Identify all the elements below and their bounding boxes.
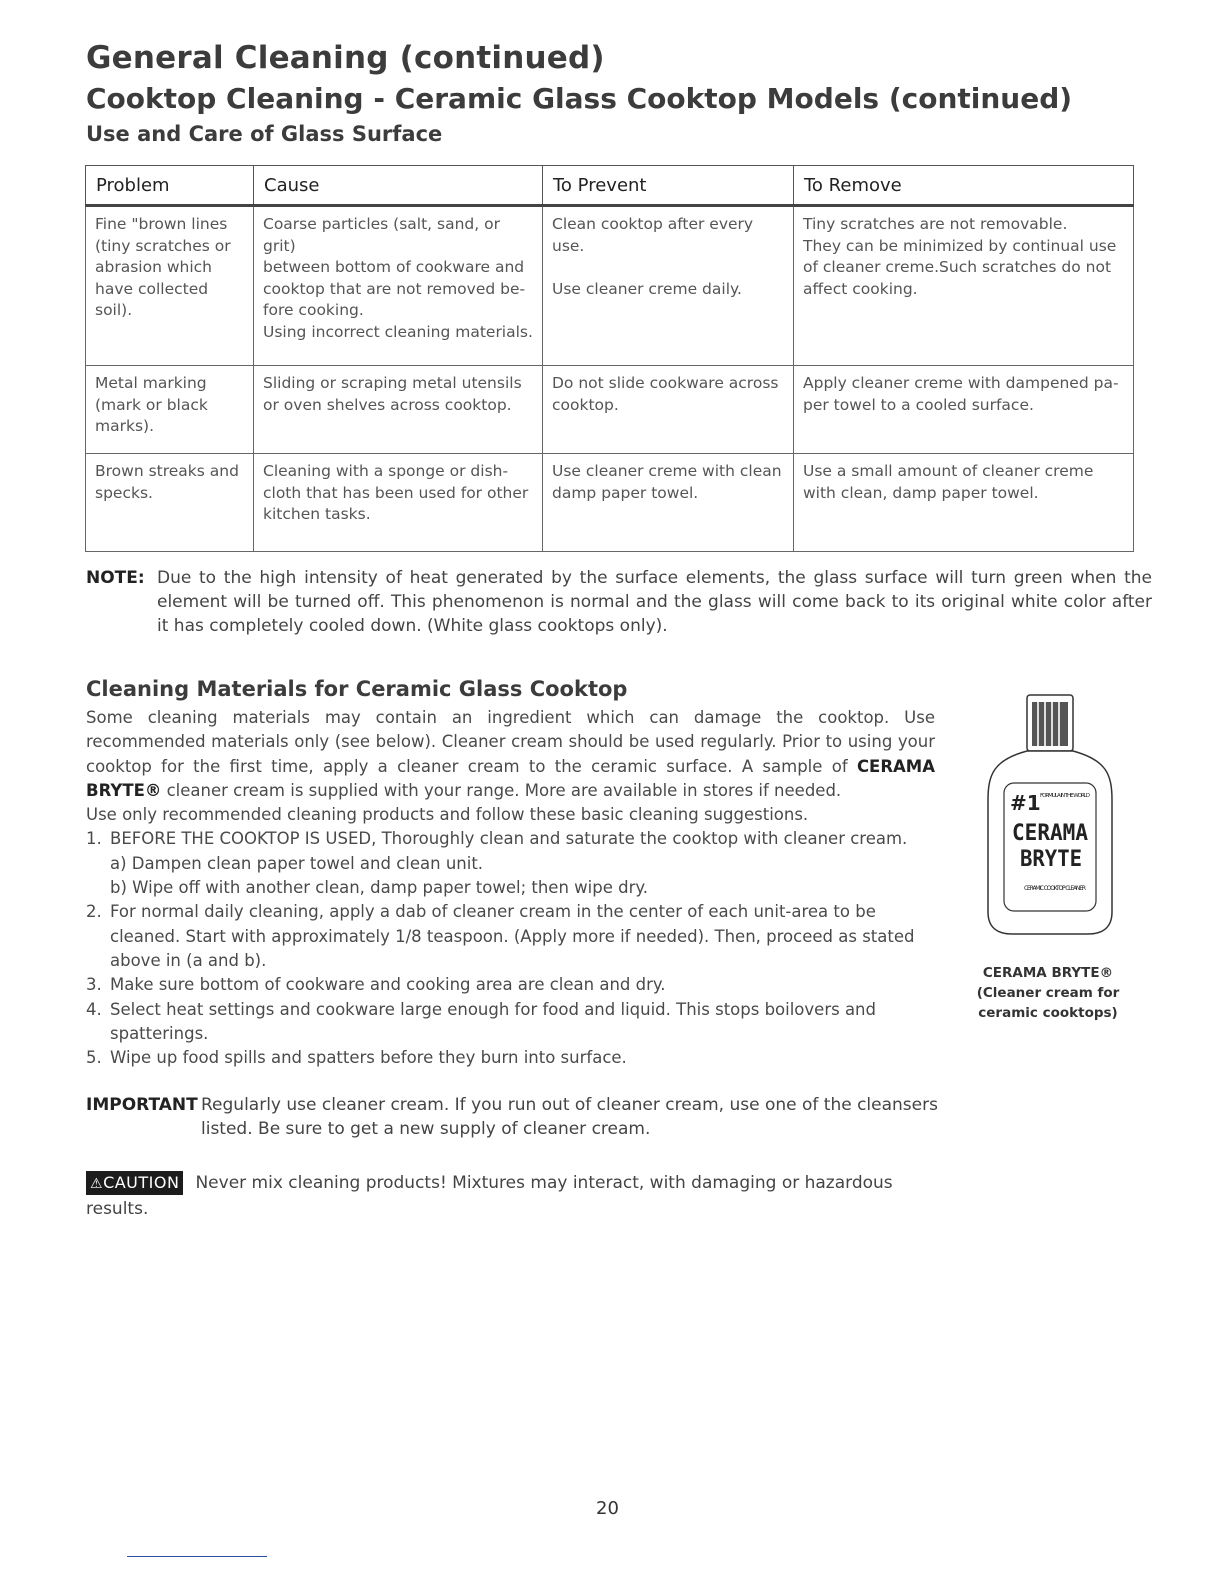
cell-prevent: Do not slide cookware across cooktop. — [543, 366, 794, 454]
label-sub: CERAMIC COOKTOP CLEANER — [1024, 885, 1086, 892]
step-number: 5. — [86, 1048, 102, 1068]
cell-remove: Apply cleaner creme with dampened pa- per towel to a cooled surface. — [794, 366, 1134, 454]
caution-badge — [86, 1171, 183, 1195]
caption-line-3: ceramic cooktops) — [978, 1005, 1118, 1021]
label-rank: #1 — [1010, 791, 1041, 815]
header-remove: To Remove — [794, 166, 1134, 206]
page-title: General Cleaning (continued) — [86, 40, 605, 76]
caution-text: Never mix cleaning products! Mixtures may interact, with damaging or hazardous results. — [86, 1173, 893, 1219]
table-row — [86, 366, 1134, 454]
intro-text-a: Some cleaning materials may contain an ingredient which can damage the cooktop. Use recommended materials only (see below). Cleaner cream should be used regularly. Prior to using your cooktop for the first time, apply a cleaner cream to the ceramic surface. A sample of — [86, 708, 935, 776]
step-text: Wipe up food spills and spatters before they burn into surface. — [110, 1048, 627, 1068]
cell-cause: Cleaning with a sponge or dish- cloth that has been used for other kitchen tasks. — [254, 454, 543, 552]
cell-problem: Brown streaks and specks. — [86, 454, 254, 552]
table-row — [86, 206, 1134, 366]
caption-line-2: (Cleaner cream for — [976, 985, 1120, 1001]
list-item — [86, 900, 935, 973]
cell-remove: Tiny scratches are not removable. They can be minimized by continual use of cleaner creme.Such scratches do not affect cooking. — [794, 206, 1134, 366]
page-number: 20 — [596, 1498, 619, 1519]
note-label: NOTE: — [86, 568, 145, 588]
intro-text-b: cleaner cream is supplied with your range. More are available in stores if needed. — [161, 780, 842, 800]
cell-problem: Fine "brown lines (tiny scratches or abrasion which have collected soil). — [86, 206, 254, 366]
materials-body — [86, 706, 935, 1070]
cell-remove: Use a small amount of cleaner creme with clean, damp paper towel. — [794, 454, 1134, 552]
product-caption — [968, 963, 1128, 1023]
list-subitem: b) Wipe off with another clean, damp paper towel; then wipe dry. — [110, 878, 649, 898]
step-number: 4. — [86, 999, 102, 1019]
caution-badge-label: CAUTION — [103, 1173, 180, 1192]
caution-block — [86, 1170, 946, 1222]
note-text: Due to the high intensity of heat generated by the surface elements, the glass surface will turn green when the element will be turned off. This phenomenon is normal and the glass will come back to its original white color after it has completely cooled down. (White glass cooktops only). — [157, 568, 1152, 636]
cell-prevent: Clean cooktop after every use. Use cleaner creme daily. — [543, 206, 794, 366]
table-row — [86, 454, 1134, 552]
important-label: IMPORTANT — [86, 1095, 198, 1115]
cell-prevent: Use cleaner creme with clean damp paper towel. — [543, 454, 794, 552]
header-problem: Problem — [86, 166, 254, 206]
step-text: BEFORE THE COOKTOP IS USED, Thoroughly clean and saturate the cooktop with cleaner cream. — [110, 829, 908, 849]
step-text: For normal daily cleaning, apply a dab of cleaner cream in the center of each unit-area to be cleaned. Start with approximately 1/8 teaspoon. (Apply more if needed). Then, proceed as stated above in (a and b). — [110, 902, 915, 970]
list-subitem: a) Dampen clean paper towel and clean unit. — [110, 853, 484, 873]
materials-heading: Cleaning Materials for Ceramic Glass Cooktop — [86, 677, 628, 701]
step-number: 1. — [86, 829, 102, 849]
page-subtitle: Cooktop Cleaning - Ceramic Glass Cooktop Models (continued) — [86, 82, 1073, 115]
section-heading: Use and Care of Glass Surface — [86, 122, 443, 146]
step-number: 2. — [86, 902, 102, 922]
cell-problem: Metal marking (mark or black marks). — [86, 366, 254, 454]
important-block — [86, 1093, 946, 1141]
step-number: 3. — [86, 975, 102, 995]
list-item — [86, 827, 935, 851]
cell-cause: Sliding or scraping metal utensils or oven shelves across cooktop. — [254, 366, 543, 454]
step-text: Select heat settings and cookware large enough for food and liquid. This stops boilovers and spatterings. — [110, 999, 876, 1043]
list-item — [86, 1046, 935, 1070]
list-item — [86, 973, 935, 997]
warning-icon: ⚠ — [90, 1176, 104, 1192]
caption-line-1: CERAMA BRYTE® — [982, 965, 1114, 981]
note-block — [86, 566, 1152, 638]
label-brand-2: BRYTE — [1020, 847, 1082, 872]
list-item — [86, 998, 935, 1047]
footer-rule — [127, 1556, 267, 1557]
table-header-row — [86, 166, 1134, 206]
step-text: Make sure bottom of cookware and cooking area are clean and dry. — [110, 975, 666, 995]
materials-line2: Use only recommended cleaning products and follow these basic cleaning suggestions. — [86, 805, 809, 825]
cell-cause: Coarse particles (salt, sand, or grit) between bottom of cookware and cooktop that are not removed be- fore cooking. Using incorrect cleaning materials. — [254, 206, 543, 366]
materials-intro — [86, 706, 935, 803]
cleaner-bottle-image — [982, 690, 1118, 940]
header-prevent: To Prevent — [543, 166, 794, 206]
care-table — [85, 165, 1134, 552]
brand-name: CERAMA BRYTE® — [86, 756, 935, 800]
label-brand-1: CERAMA — [1012, 821, 1088, 846]
header-cause: Cause — [254, 166, 543, 206]
important-text: Regularly use cleaner cream. If you run out of cleaner cream, use one of the cleansers listed. Be sure to get a new supply of cleaner cream. — [201, 1095, 938, 1139]
label-small: FORMULA IN THE WORLD — [1040, 793, 1090, 799]
